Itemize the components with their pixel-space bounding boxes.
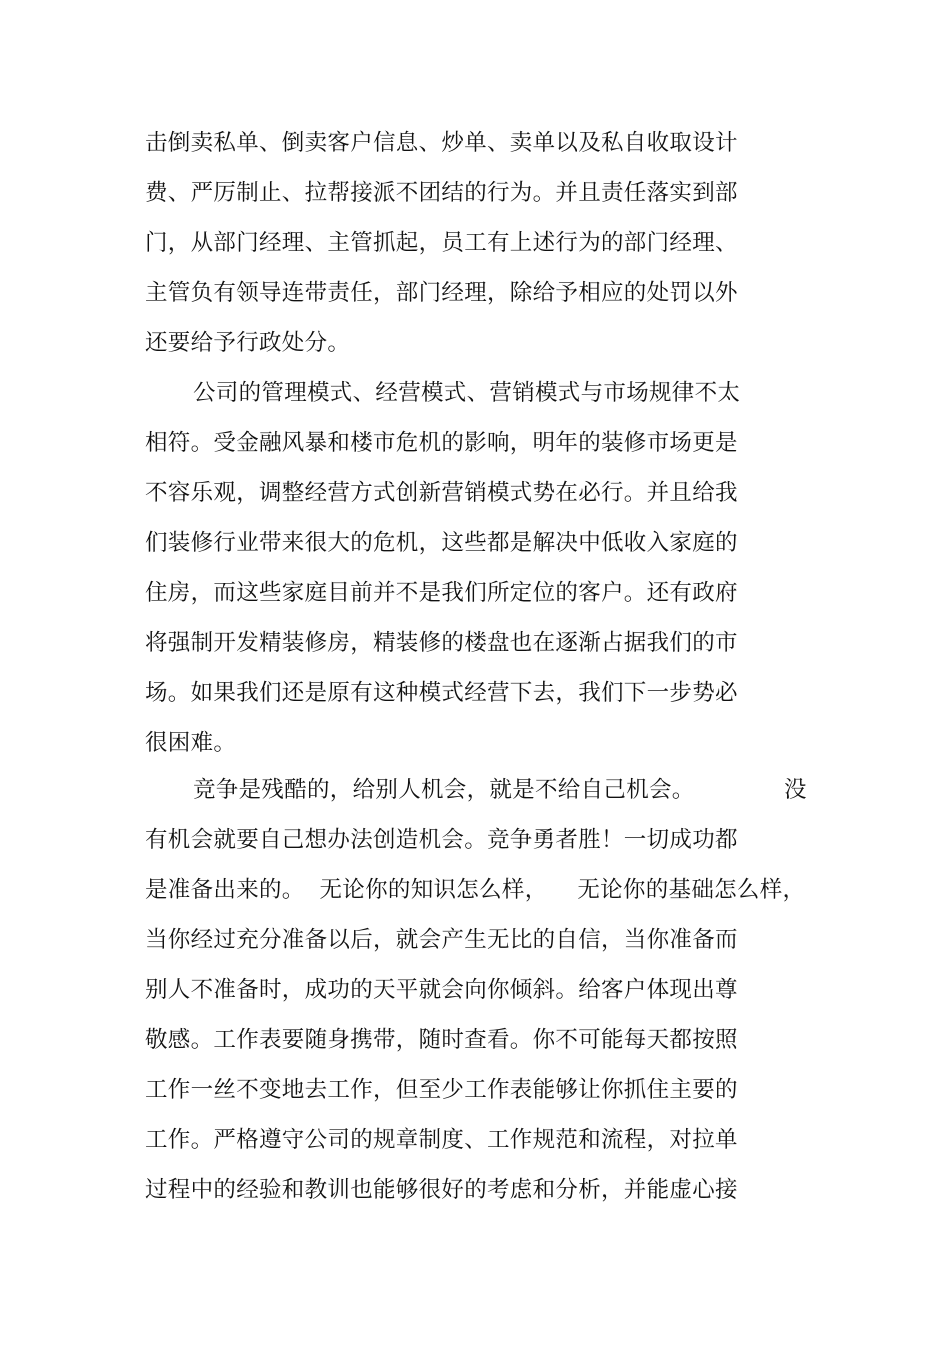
text-line: 住房，而这些家庭目前并不是我们所定位的客户。还有政府: [145, 580, 738, 606]
text-line: 击倒卖私单、倒卖客户信息、炒单、卖单以及私自收取设计: [145, 130, 738, 156]
text-line: 过程中的经验和教训也能够很好的考虑和分析，并能虚心接: [145, 1177, 738, 1203]
text-line: 们装修行业带来很大的危机，这些都是解决中低收入家庭的: [145, 530, 738, 556]
text-line: 有机会就要自己想办法创造机会。竞争勇者胜！一切成功都: [145, 827, 738, 853]
text-line: 工作一丝不变地去工作，但至少工作表能够让你抓住主要的: [145, 1077, 738, 1103]
text-line: 门，从部门经理、主管抓起，员工有上述行为的部门经理、: [145, 230, 738, 256]
text-line: 别人不准备时，成功的天平就会向你倾斜。给客户体现出尊: [145, 977, 738, 1003]
text-line: 工作。严格遵守公司的规章制度、工作规范和流程，对拉单: [145, 1127, 738, 1153]
text-line: 将强制开发精装修房，精装修的楼盘也在逐渐占据我们的市: [145, 630, 738, 656]
text-line: 场。如果我们还是原有这种模式经营下去，我们下一步势必: [145, 680, 738, 706]
paragraph-first-line: 竞争是残酷的，给别人机会，就是不给自己机会。 没: [193, 777, 807, 803]
text-line: 主管负有领导连带责任，部门经理，除给予相应的处罚以外: [145, 280, 738, 306]
text-line: 费、严厉制止、拉帮接派不团结的行为。并且责任落实到部: [145, 180, 738, 206]
text-line: 很困难。: [145, 730, 237, 756]
text-line: 还要给予行政处分。: [145, 330, 351, 356]
text-line: 敬感。工作表要随身携带，随时查看。你不可能每天都按照: [145, 1027, 738, 1053]
text-line: 是准备出来的。 无论你的知识怎么样， 无论你的基础怎么样，: [145, 877, 806, 903]
text-line: 相符。受金融风暴和楼市危机的影响，明年的装修市场更是: [145, 430, 738, 456]
paragraph-first-line: 公司的管理模式、经营模式、营销模式与市场规律不太: [193, 380, 741, 406]
text-line: 当你经过充分准备以后，就会产生无比的自信，当你准备而: [145, 927, 738, 953]
text-line: 不容乐观，调整经营方式创新营销模式势在必行。并且给我: [145, 480, 738, 506]
